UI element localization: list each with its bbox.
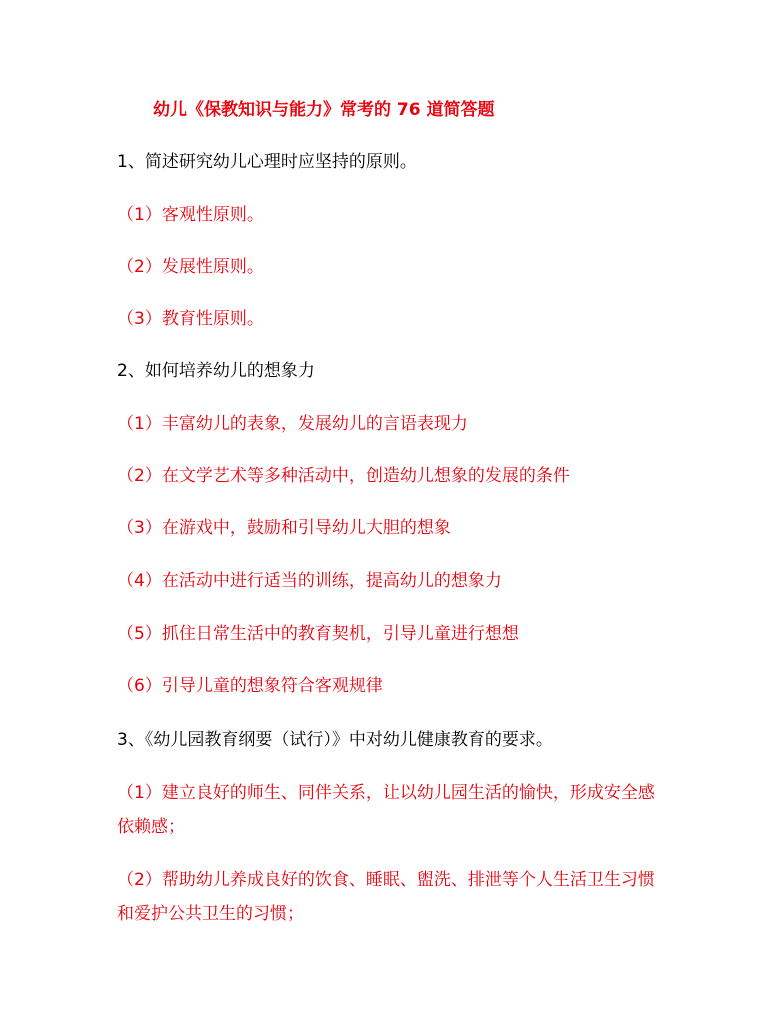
answer-2-6: （6）引导儿童的想象符合客观规律 — [117, 676, 383, 696]
answer-2-2: （2）在文学艺术等多种活动中，创造幼儿想象的发展的条件 — [117, 466, 570, 486]
answer-3-2: （2）帮助幼儿养成良好的饮食、睡眠、盥洗、排泄等个人生活卫生习惯和爱护公共卫生的习惯； — [117, 870, 655, 924]
question-3: 3、《幼儿园教育纲要（试行）》中对幼儿健康教育的要求。 — [117, 730, 553, 750]
answer-2-1: （1）丰富幼儿的表象，发展幼儿的言语表现力 — [117, 414, 468, 434]
question-2: 2、如何培养幼儿的想象力 — [117, 361, 315, 381]
answer-1-3: （3）教育性原则。 — [117, 309, 264, 329]
answer-2-4: （4）在活动中进行适当的训练，提高幼儿的想象力 — [117, 571, 502, 591]
answer-2-5: （5）抓住日常生活中的教育契机，引导儿童进行想想 — [117, 624, 519, 644]
answer-2-3: （3）在游戏中，鼓励和引导幼儿大胆的想象 — [117, 518, 451, 538]
document-title: 幼儿《保教知识与能力》常考的 76 道简答题 — [153, 100, 495, 120]
question-1: 1、简述研究幼儿心理时应坚持的原则。 — [117, 152, 417, 172]
answer-1-2: （2）发展性原则。 — [117, 257, 264, 277]
answer-3-1: （1）建立良好的师生、同伴关系，让以幼儿园生活的愉快，形成安全感依赖感； — [117, 783, 655, 837]
answer-1-1: （1）客观性原则。 — [117, 205, 264, 225]
